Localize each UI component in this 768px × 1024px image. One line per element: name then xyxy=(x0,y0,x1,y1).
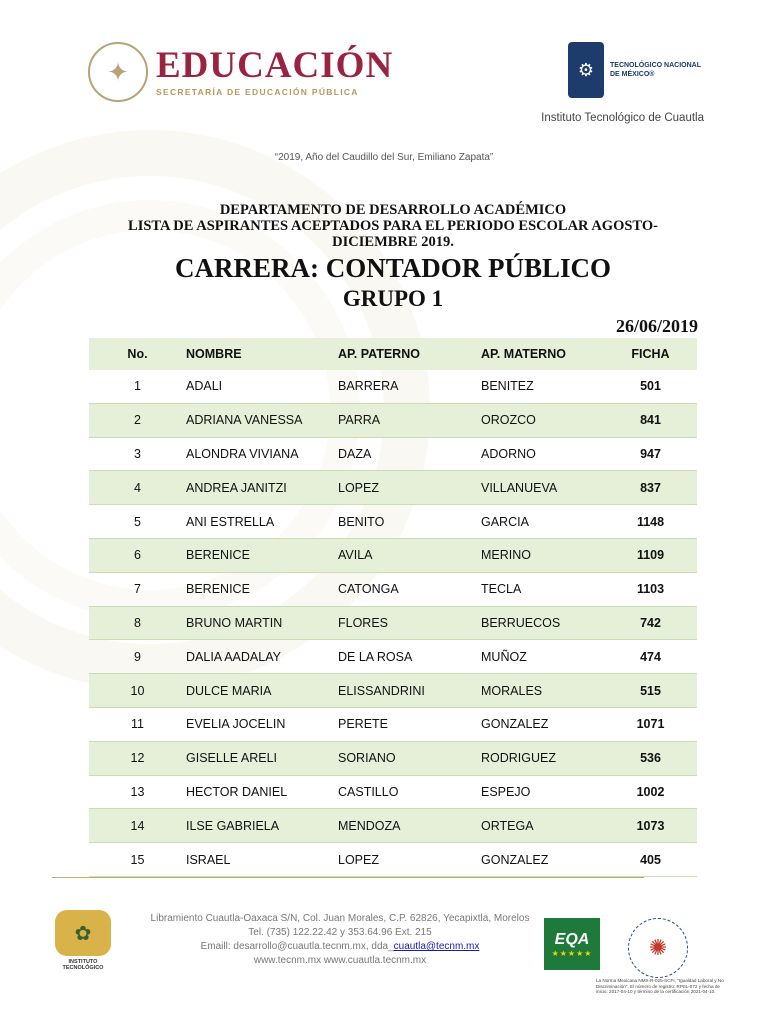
cell-nombre: ANI ESTRELLA xyxy=(186,514,275,529)
cell-ficha: 1002 xyxy=(636,784,665,799)
cell-materno: MERINO xyxy=(481,538,604,572)
table-row xyxy=(89,674,697,708)
table-row xyxy=(89,707,697,741)
applicants-table xyxy=(89,338,697,877)
cell-materno: OROZCO xyxy=(481,403,604,437)
footer-contact xyxy=(130,912,550,968)
cell-ficha: 405 xyxy=(640,852,661,867)
table-row xyxy=(89,809,697,843)
period-line: DICIEMBRE 2019. xyxy=(332,234,454,250)
footer-divider xyxy=(52,877,644,878)
cell-ficha: 1073 xyxy=(604,809,697,843)
cell-nombre: ADRIANA VANESSA xyxy=(186,403,338,437)
table-row xyxy=(89,471,697,505)
cell-no: 13 xyxy=(130,784,145,799)
table-row xyxy=(89,843,697,877)
email-domain: cuautla.tecnm.mx xyxy=(287,941,366,952)
cell-no: 2 xyxy=(89,403,186,437)
cell-paterno: ELISSANDRINI xyxy=(338,674,481,708)
cell-no: 7 xyxy=(134,582,141,597)
cell-no: 4 xyxy=(89,471,186,505)
eqa-text: EQA xyxy=(554,930,590,948)
col-header-paterno: AP. PATERNO xyxy=(338,338,481,370)
sep-title: EDUCACIÓN xyxy=(156,45,394,86)
table-row xyxy=(89,572,697,606)
cell-paterno: PERETE xyxy=(338,717,389,732)
table-row xyxy=(89,505,697,539)
grupo-title: GRUPO 1 xyxy=(342,286,444,311)
cell-paterno: AVILA xyxy=(338,538,481,572)
cell-materno: MORALES xyxy=(481,674,604,708)
igualdad-laboral-logo-icon: ✺ xyxy=(628,918,688,978)
itc-caption: INSTITUTO TECNOLÓGICO xyxy=(62,959,104,971)
cell-paterno: SORIANO xyxy=(338,741,481,775)
col-header-no: No. xyxy=(89,338,186,370)
cell-no: 8 xyxy=(89,606,186,640)
cell-ficha: 1109 xyxy=(604,538,697,572)
cell-paterno: CASTILLO xyxy=(338,784,399,799)
table-header-row xyxy=(89,338,697,370)
cell-materno: VILLANUEVA xyxy=(481,471,604,505)
footer-email-line xyxy=(130,940,550,954)
cell-paterno: LOPEZ xyxy=(338,852,379,867)
col-header-materno: AP. MATERNO xyxy=(481,338,604,370)
seal-icon: ✦ xyxy=(88,42,148,102)
table-row xyxy=(89,775,697,809)
cell-paterno: BENITO xyxy=(338,514,385,529)
cell-ficha: 501 xyxy=(640,379,661,394)
tecnm-name: TECNOLÓGICO NACIONAL DE MÉXICO® xyxy=(610,62,701,78)
footer-phone: Tel. (735) 122.22.42 y 353.64.96 Ext. 215 xyxy=(248,927,432,938)
cell-materno: GARCIA xyxy=(481,514,529,529)
cell-no: 1 xyxy=(134,379,141,394)
cell-ficha: 474 xyxy=(640,649,661,664)
cell-no: 5 xyxy=(134,514,141,529)
cell-no: 9 xyxy=(134,649,141,664)
cell-ficha: 837 xyxy=(604,471,697,505)
cell-materno: RODRIGUEZ xyxy=(481,741,604,775)
email-separator: , dda_ xyxy=(365,941,394,952)
cell-nombre: ADALI xyxy=(186,379,223,394)
cell-ficha: 1103 xyxy=(636,582,665,597)
sep-logo xyxy=(88,40,393,104)
table-row xyxy=(89,403,697,437)
cell-no: 14 xyxy=(89,809,186,843)
cell-paterno: FLORES xyxy=(338,606,481,640)
document-date: 26/06/2019 xyxy=(615,316,698,336)
cell-materno: MUÑOZ xyxy=(481,649,527,664)
cell-materno: GONZALEZ xyxy=(481,717,549,732)
email-prefix: Emaill: desarrollo@ xyxy=(200,941,288,952)
eqa-stars: ★★★★★ xyxy=(551,948,593,958)
cell-no: 15 xyxy=(130,852,145,867)
eqa-logo xyxy=(544,918,600,970)
cell-nombre: ALONDRA VIVIANA xyxy=(186,446,299,461)
sep-subtitle: SECRETARÍA DE EDUCACIÓN PÚBLICA xyxy=(156,87,359,97)
cell-no: 10 xyxy=(89,674,186,708)
cell-nombre: HECTOR DANIEL xyxy=(186,784,288,799)
cell-no: 3 xyxy=(134,446,141,461)
cell-materno: BENITEZ xyxy=(481,379,534,394)
cell-nombre: BRUNO MARTIN xyxy=(186,606,338,640)
col-header-ficha: FICHA xyxy=(604,338,697,370)
cell-materno: ADORNO xyxy=(481,446,536,461)
norma-text: La Norma Mexicana NMX-R-025-SCFI, "Igualdad Laboral y No Discriminación". El número de registro: RPrIL-072 y fecha de inicio: 2017-04-10 y término de la certificación 2021-04-10. xyxy=(596,978,724,995)
cell-paterno: DAZA xyxy=(338,446,372,461)
document-heading xyxy=(100,202,686,314)
cell-ficha: 536 xyxy=(604,741,697,775)
cell-nombre: DULCE MARIA xyxy=(186,674,338,708)
table-row xyxy=(89,606,697,640)
cell-paterno: LOPEZ xyxy=(338,471,481,505)
carrera-title: CARRERA: CONTADOR PÚBLICO xyxy=(174,253,611,283)
cell-nombre: BERENICE xyxy=(186,538,338,572)
footer-address: Libramiento Cuautla-Oaxaca S/N, Col. Juan Morales, C.P. 62826, Yecapixtla, Morelos xyxy=(150,913,530,924)
cell-materno: GONZALEZ xyxy=(481,852,549,867)
cell-nombre: ISRAEL xyxy=(186,852,231,867)
cell-paterno: DE LA ROSA xyxy=(338,649,413,664)
table-row xyxy=(89,741,697,775)
department-line: DEPARTAMENTO DE DESARROLLO ACADÉMICO xyxy=(219,202,567,218)
cell-ficha: 742 xyxy=(604,606,697,640)
table-row xyxy=(89,538,697,572)
cell-paterno: BARRERA xyxy=(338,379,399,394)
cell-nombre: GISELLE ARELI xyxy=(186,741,338,775)
cell-materno: TECLA xyxy=(481,582,522,597)
cell-nombre: DALIA AADALAY xyxy=(186,649,281,664)
institute-name: Instituto Tecnológico de Cuautla xyxy=(541,112,704,124)
cell-ficha: 1071 xyxy=(636,717,665,732)
cell-no: 12 xyxy=(89,741,186,775)
table-row xyxy=(89,437,697,471)
itc-emblem-icon: ✿ xyxy=(55,910,111,956)
table-row xyxy=(89,370,697,403)
email-link[interactable]: cuautla@tecnm.mx xyxy=(393,941,480,952)
col-header-nombre: NOMBRE xyxy=(186,338,338,370)
footer-web: www.tecnm.mx www.cuautla.tecnm.mx xyxy=(253,955,427,966)
cell-paterno: MENDOZA xyxy=(338,809,481,843)
cell-nombre: ANDREA JANITZI xyxy=(186,471,338,505)
cell-materno: ORTEGA xyxy=(481,809,604,843)
cell-nombre: EVELIA JOCELIN xyxy=(186,717,286,732)
cell-no: 6 xyxy=(89,538,186,572)
cell-materno: BERRUECOS xyxy=(481,606,604,640)
cell-nombre: BERENICE xyxy=(186,582,250,597)
motto: “2019, Año del Caudillo del Sur, Emiliano Zapata” xyxy=(274,152,494,163)
cell-materno: ESPEJO xyxy=(481,784,531,799)
cell-nombre: ILSE GABRIELA xyxy=(186,809,338,843)
cell-ficha: 1148 xyxy=(636,514,665,529)
list-title-line: LISTA DE ASPIRANTES ACEPTADOS PARA EL PERIODO ESCOLAR AGOSTO- xyxy=(128,218,658,234)
tecnm-logo xyxy=(568,42,706,98)
cell-paterno: CATONGA xyxy=(338,582,399,597)
cell-paterno: PARRA xyxy=(338,403,481,437)
itc-logo xyxy=(48,910,118,980)
cell-ficha: 515 xyxy=(604,674,697,708)
cell-no: 11 xyxy=(131,717,144,732)
tecnm-emblem-icon: ⚙ xyxy=(568,42,604,98)
table-row xyxy=(89,640,697,674)
cell-ficha: 947 xyxy=(640,446,661,461)
cell-ficha: 841 xyxy=(604,403,697,437)
